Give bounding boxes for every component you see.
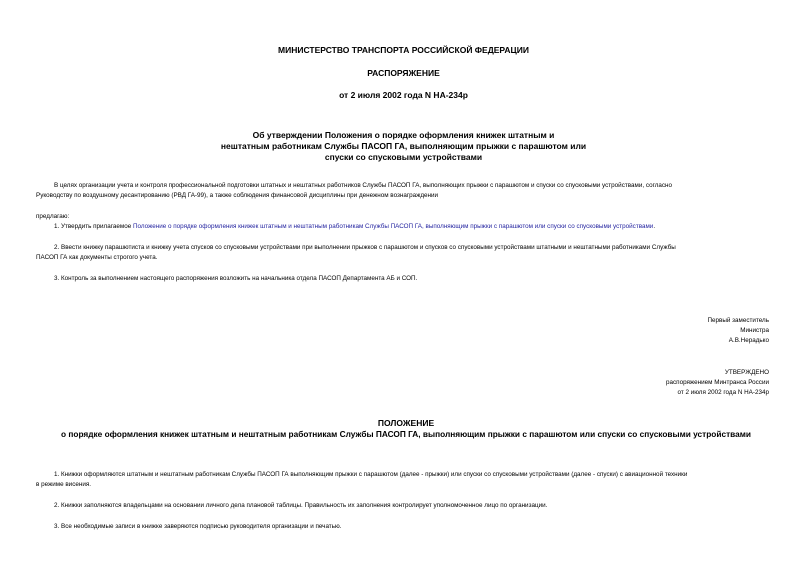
- title-line-2: нештатным работникам Службы ПАСОП ГА, выполняющим прыжки с парашютом или: [220, 141, 587, 151]
- signature-name: А.В.Нерадько: [728, 337, 769, 344]
- item-1-prefix: 1. Утвердить прилагаемое: [54, 223, 133, 230]
- item-2-line-2: ПАСОП ГА как документы строгого учета.: [36, 254, 158, 261]
- regulation-link[interactable]: Положение о порядке оформления книжек штатным и нештатным работникам Службы ПАСОП ГА, выполняющим прыжки с парашютом или спуски со спусковыми устройствами: [132, 223, 654, 230]
- ministry-heading: МИНИСТЕРСТВО ТРАНСПОРТА РОССИЙСКОЙ ФЕДЕРАЦИИ: [278, 45, 529, 55]
- regulation-paragraph-1-line-2: в режиме висения.: [36, 481, 92, 488]
- regulation-paragraph-3: 3. Все необходимые записи в книжке заверяются подписью руководителя организации и печатью.: [54, 523, 342, 530]
- signature-role-2: Министра: [740, 327, 769, 334]
- regulation-heading: ПОЛОЖЕНИЕ: [377, 418, 435, 428]
- title-line-1: Об утверждении Положения о порядке оформления книжек штатным и: [252, 130, 555, 140]
- regulation-subheading: о порядке оформления книжек штатным и нештатным работникам Службы ПАСОП ГА, выполняющим прыжки с парашютом или спуски со спусковыми устройствами: [61, 429, 751, 439]
- approval-word: УТВЕРЖДЕНО: [724, 369, 769, 376]
- preamble-line-1: В целях организации учета и контроля профессиональной подготовки штатных и нештатных работников Службы ПАСОП ГА, выполняющих прыжки с парашютом и спуски со спусковыми устройствами, согласно: [54, 182, 673, 189]
- regulation-paragraph-2: 2. Книжки заполняются владельцами на основании личного дела плановой таблицы. Правильность их заполнения контролирует уполномоченное лицо по организации.: [54, 502, 548, 509]
- approval-by: распоряжением Минтранса России: [666, 379, 769, 386]
- preamble-line-2: Руководству по воздушному десантированию (РВД ГА-99), а также соблюдения финансовой дисциплины при денежном вознаграждении: [36, 192, 439, 199]
- title-line-3: спуски со спусковыми устройствами: [324, 152, 483, 162]
- approval-date: от 2 июля 2002 года N НА-234р: [677, 389, 769, 396]
- item-3: 3. Контроль за выполнением настоящего распоряжения возложить на начальника отдела ПАСОП Департамента АБ и СОП.: [54, 275, 418, 282]
- document-type: РАСПОРЯЖЕНИЕ: [367, 68, 440, 78]
- document-date-number: от 2 июля 2002 года N НА-234р: [339, 90, 468, 100]
- item-1-suffix: .: [653, 223, 656, 230]
- signature-role-1: Первый заместитель: [707, 317, 769, 324]
- item-1: [54, 222, 655, 232]
- regulation-paragraph-1-line-1: 1. Книжки оформляются штатным и нештатным работникам Службы ПАСОП ГА выполняющим прыжки с парашютом (далее - прыжки) или спуски со спусковыми устройствами (далее - спуски) с авиационной техники: [54, 471, 688, 478]
- item-2-line-1: 2. Ввести книжку парашютиста и книжку учета спусков со спусковыми устройствами при выполнении прыжков с парашютом и спусков со спусковыми устройствами штатными и нештатными работниками Службы: [54, 244, 676, 251]
- proposal-word: предлагаю:: [36, 213, 70, 220]
